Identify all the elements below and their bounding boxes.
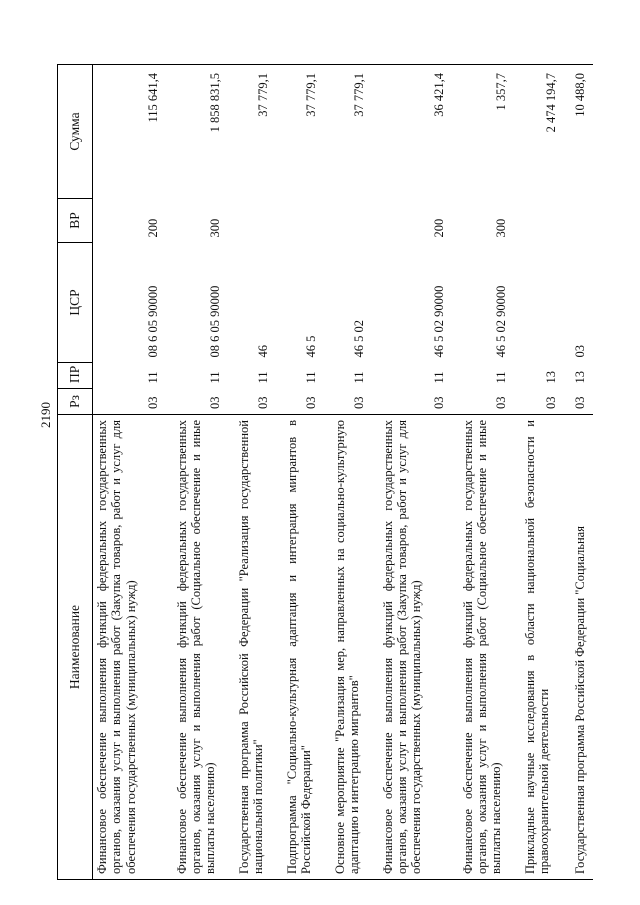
row-rz: 03 xyxy=(572,396,587,409)
row-name: Основное мероприятие "Реализация мер, направленных на социально-культурную адаптацию и интеграцию мигрантов" xyxy=(331,415,379,880)
row-rz: 03 xyxy=(208,396,223,409)
row-vr: 200 xyxy=(146,218,161,238)
row-csr: 46 xyxy=(256,345,271,358)
row-csr xyxy=(521,243,571,363)
row-name: Государственная программа Российской Федерации "Реализация государственной национальной политики" xyxy=(235,415,283,880)
row-pr: 13 xyxy=(572,371,587,384)
table-row xyxy=(379,65,459,880)
row-rz: 03 xyxy=(304,396,319,409)
header-pr: ПР xyxy=(58,363,93,389)
row-name: Финансовое обеспечение выполнения функций федеральных государственных органов, оказания услуг и выполнения работ (Социальное обеспечение и иные выплаты населению) xyxy=(459,415,521,880)
row-sum: 2 474 194,7 xyxy=(521,65,571,199)
row-rz: 03 xyxy=(544,396,559,409)
table-row xyxy=(521,65,571,880)
table-row xyxy=(283,65,331,880)
row-name: Финансовое обеспечение выполнения функций федеральных государственных органов, оказания услуг и выполнения работ (Закупка товаров, работ и услуг для обеспечения государственных (муниципальных) нужд) xyxy=(93,415,173,880)
row-vr xyxy=(283,199,331,243)
page-number: 2190 xyxy=(38,402,53,428)
row-sum: 1 858 831,5 xyxy=(173,65,235,199)
row-rz: 03 xyxy=(146,396,161,409)
table-row xyxy=(331,65,379,880)
row-vr xyxy=(235,199,283,243)
row-name: Подпрограмма "Социально-культурная адаптация и интеграция мигрантов в Российской Федерации" xyxy=(283,415,331,880)
row-pr: 11 xyxy=(304,371,319,384)
table-row xyxy=(235,65,283,880)
row-name: Прикладные научные исследования в области национальной безопасности и правоохранительной деятельности xyxy=(521,415,571,880)
row-csr: 08 6 05 90000 xyxy=(208,285,223,358)
budget-table xyxy=(57,64,593,880)
row-vr: 300 xyxy=(208,218,223,238)
header-name: Наименование xyxy=(58,415,93,880)
header-csr: ЦСР xyxy=(58,243,93,363)
row-rz: 03 xyxy=(494,396,509,409)
row-vr xyxy=(521,199,571,243)
row-pr: 11 xyxy=(494,371,509,384)
table-header-row xyxy=(58,65,93,880)
row-sum: 37 779,1 xyxy=(235,65,283,199)
row-pr: 11 xyxy=(432,371,447,384)
header-sum: Сумма xyxy=(58,65,93,199)
row-name: Финансовое обеспечение выполнения функций федеральных государственных органов, оказания услуг и выполнения работ (Закупка товаров, работ и услуг для обеспечения государственных (муниципальных) нужд) xyxy=(379,415,459,880)
row-csr: 03 xyxy=(572,345,587,358)
row-rz: 03 xyxy=(256,396,271,409)
row-csr: 46 5 02 xyxy=(352,320,367,358)
row-rz: 03 xyxy=(432,396,447,409)
row-pr: 11 xyxy=(256,371,271,384)
rotated-table-wrapper xyxy=(57,65,587,880)
row-sum: 1 357,7 xyxy=(459,65,521,199)
row-pr: 11 xyxy=(146,371,161,384)
table-row xyxy=(93,65,173,880)
row-vr: 200 xyxy=(432,218,447,238)
row-vr xyxy=(331,199,379,243)
table-row xyxy=(459,65,521,880)
row-csr: 08 6 05 90000 xyxy=(146,285,161,358)
row-pr: 11 xyxy=(352,371,367,384)
table-row xyxy=(173,65,235,880)
row-rz: 03 xyxy=(352,396,367,409)
row-pr: 13 xyxy=(544,371,559,384)
row-csr: 46 5 02 90000 xyxy=(494,285,509,358)
row-name: Финансовое обеспечение выполнения функций федеральных государственных органов, оказания услуг и выполнения работ (Социальное обеспечение и иные выплаты населению) xyxy=(173,415,235,880)
row-sum: 37 779,1 xyxy=(331,65,379,199)
row-sum: 115 641,4 xyxy=(93,65,173,199)
row-sum: 36 421,4 xyxy=(379,65,459,199)
row-sum: 37 779,1 xyxy=(283,65,331,199)
row-vr xyxy=(571,199,593,243)
header-rz: Рз xyxy=(58,389,93,415)
table-row xyxy=(571,65,593,880)
row-vr: 300 xyxy=(494,218,509,238)
row-sum: 10 488,0 xyxy=(571,65,593,199)
row-pr: 11 xyxy=(208,371,223,384)
row-csr: 46 5 xyxy=(304,335,319,358)
header-vr: ВР xyxy=(58,199,93,243)
row-name: Государственная программа Российской Федерации "Социальная xyxy=(571,415,593,880)
row-csr: 46 5 02 90000 xyxy=(432,285,447,358)
